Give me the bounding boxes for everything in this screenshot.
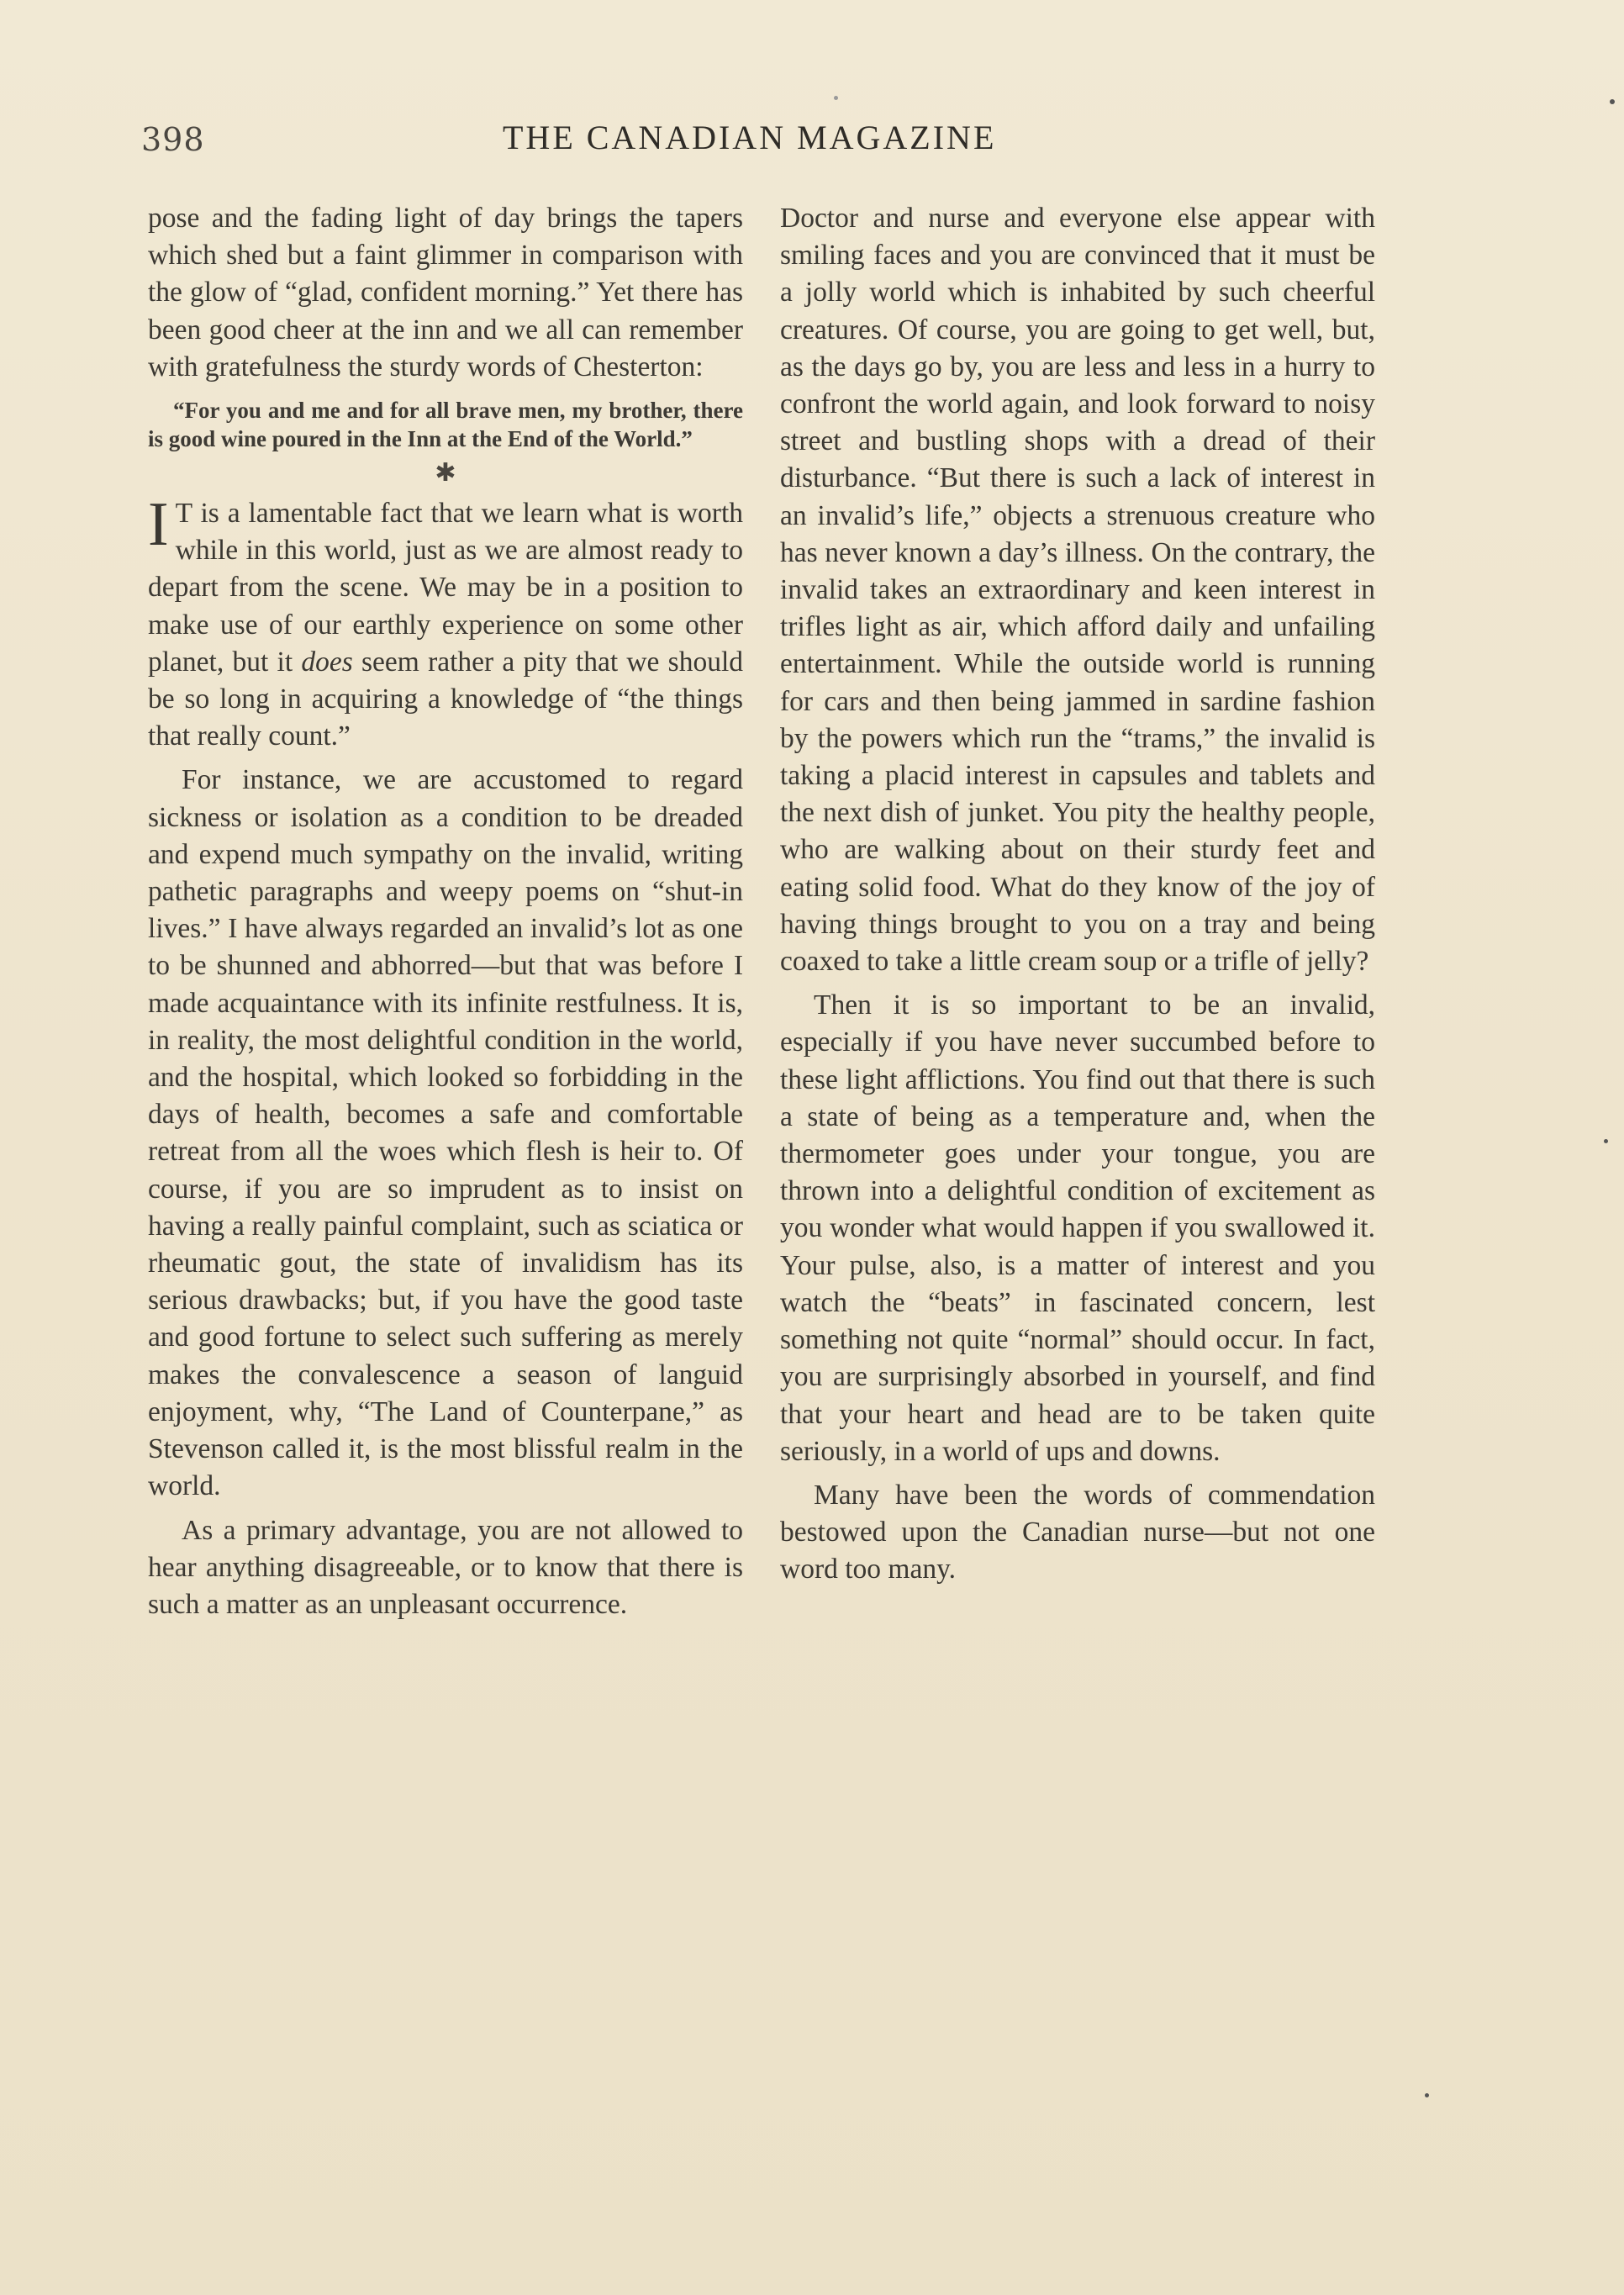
paragraph-text-a: T is a lamentable fact that we learn what is worth while in this world, just as we are almost ready to depart from the scene. We may be in a position to make use of our earthly experience on some other planet, but it (148, 498, 743, 678)
paragraph-continuation: pose and the fading light of day brings the tapers which shed but a faint glimmer in comparison with the glow of “glad, confident morning.” Yet there has been good cheer at the inn and we all can remember with gratefulness the sturdy words of Chesterton: (148, 203, 743, 382)
paragraph-so-important: Then it is so important to be an invalid, especially if you have never succumbed before to these light afflictions. You find out that there is such a state of being as a temperature and, when the thermometer goes under your tongue, you are thrown into a delightful condition of excitement as you wonder what would happen if you swallowed it. Your pulse, also, is a matter of interest and you watch the “beats” in fascinated concern, lest something not quite “normal” should occur. In fact, you are surprisingly absorbed in yourself, and find that your heart and head are to be taken quite seriously, in a world of ups and downs. (780, 989, 1375, 1467)
page-number: 398 (141, 121, 205, 158)
chesterton-quote: “For you and me and for all brave men, my brother, there is good wine poured in the Inn at the End of the World.” (148, 398, 743, 452)
paragraph-for-instance: For instance, we are accustomed to regard sickness or isolation as a condition to be dreaded and expend much sympathy on the invalid, writing pathetic paragraphs and weepy poems on “shut-in lives.” I have always regarded an invalid’s lot as one to be shunned and abhorred—but that was before I made acquaintance with its infinite restfulness. It is, in reality, the most delightful condition in the world, and the hospital, which looked so forbidding in the days of health, becomes a safe and comfortable retreat from all the woes which flesh is heir to. Of course, if you are so imprudent as to insist on having a really painful complaint, such as sciatica or rheumatic gout, the state of invalidism has its serious drawbacks; but, if you have the good taste and good fortune to select such suffering as merely makes the convalescence a season of languid enjoyment, why, “The Land of Counterpane,” as Stevenson called it, is the most blissful realm in the world. (148, 764, 743, 1502)
paper-speck (1425, 2093, 1429, 2097)
paragraph-doctor-and-nurse: Doctor and nurse and everyone else appear with smiling faces and you are convinced that it must be a jolly world which is inhabited by such cheerful creatures. Of course, you are going to get well, but, as the days go by, you are less and less in a hurry to confront the world again, and look forward to noisy street and bustling shops with a dread of their disturbance. “But there is such a lack of interest in an invalid’s life,” objects a strenuous creature who has never known a day’s illness. On the contrary, the invalid takes an extraordinary and keen interest in trifles light as air, which afford daily and unfailing entertainment. While the outside world is running for cars and then being jammed in sardine fashion by the powers which run the “trams,” the invalid is taking a placid interest in capsules and tablets and the next dish of junket. You pity the healthy people, who are walking about on their sturdy feet and eating solid food. What do they know of the joy of having things brought to you on a tray and being coaxed to take a little cream soup or a trifle of jelly? (780, 203, 1375, 978)
paragraph-primary-advantage: As a primary advantage, you are not allowed to hear anything disagreeable, or to know that there is such a matter as an unpleasant occurrence. (148, 1514, 743, 1620)
page-header (141, 118, 1389, 168)
section-ornament: ✱ (435, 459, 456, 488)
paragraph-canadian-nurse: Many have been the words of commendation bestowed upon the Canadian nurse—but not one word too many. (780, 1479, 1375, 1585)
right-column (780, 200, 1375, 1596)
paper-speck (1604, 1139, 1608, 1143)
paragraph-lamentable-fact (148, 490, 744, 755)
paragraph-text-b: seem rather a pity that we should be so long in acquiring a knowledge of “the things that really count.” (148, 646, 744, 752)
left-column (148, 200, 743, 1630)
emphasis-does: does (301, 646, 353, 678)
drop-cap: I (148, 490, 169, 560)
paper-speck (834, 96, 838, 100)
paper-speck (1610, 99, 1615, 104)
running-title: THE CANADIAN MAGAZINE (503, 119, 997, 156)
